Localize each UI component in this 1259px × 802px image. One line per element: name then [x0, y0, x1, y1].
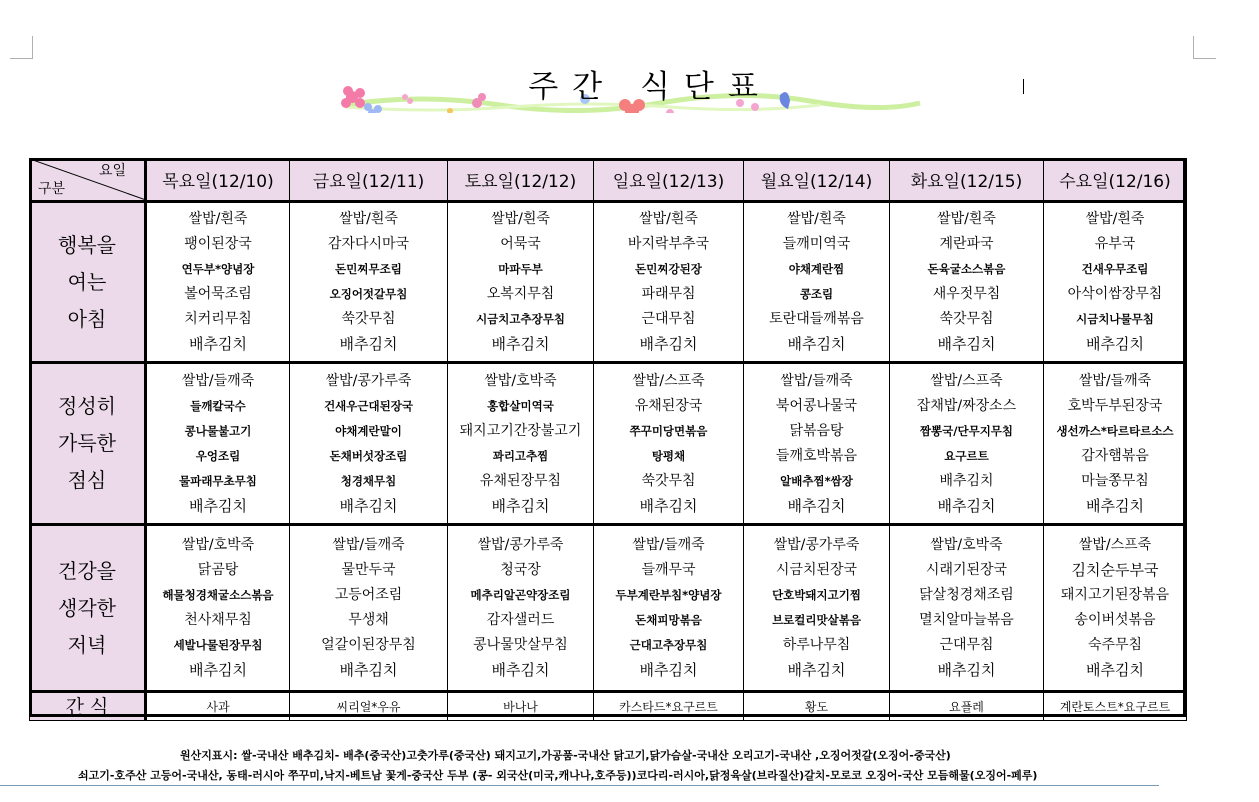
- menu-item: 콩나물맛살무침: [473, 637, 568, 653]
- menu-item: 탕평채: [651, 448, 686, 463]
- menu-item: 쌀밥/들깨죽: [632, 537, 705, 553]
- menu-cell: [146, 525, 290, 692]
- menu-item: 바지락부추국: [627, 236, 710, 252]
- menu-item: 쌀밥/스프죽: [930, 372, 1003, 389]
- menu-item: 송이버섯볶음: [1074, 612, 1156, 628]
- menu-item: 근대무침: [939, 637, 994, 653]
- menu-item: 두부계란부침*양념장: [615, 588, 722, 602]
- menu-item: 유부국: [1094, 236, 1136, 252]
- menu-item: 쌀밥/들깨죽: [1078, 372, 1152, 389]
- menu-item: 쌀밥/흰죽: [339, 211, 398, 227]
- meal-label-line: 가득한: [58, 431, 116, 455]
- menu-item: 배추김치: [787, 661, 846, 679]
- day-header: 목요일(12/10): [146, 159, 290, 202]
- menu-item: 쌀밥/흰죽: [188, 211, 248, 227]
- menu-cell: [448, 202, 594, 363]
- menu-item: 쭈꾸미당면볶음: [629, 423, 708, 438]
- title-area: [330, 55, 970, 115]
- menu-item: 쌀밥/호박죽: [181, 537, 255, 553]
- menu-cell: [448, 363, 594, 525]
- menu-item: 시금치된장국: [775, 562, 858, 578]
- menu-item: 근대무침: [641, 311, 696, 327]
- menu-cell: [594, 202, 744, 363]
- menu-item: 닭곰탕: [197, 562, 239, 578]
- menu-item: 김치순두부국: [1071, 561, 1159, 579]
- menu-item: 치커리무침: [184, 311, 252, 327]
- menu-item: 볼어묵조림: [184, 286, 252, 302]
- menu-item: 배추김치: [937, 661, 996, 679]
- menu-item: 유채된장국: [634, 397, 703, 414]
- menu-item: 호박두부된장국: [1067, 397, 1163, 414]
- menu-item: 배추김치: [937, 335, 996, 353]
- menu-item: 쑥갓무침: [341, 311, 396, 327]
- day-header: 월요일(12/14): [744, 159, 890, 202]
- menu-item: 배추김치: [787, 496, 846, 515]
- day-axis-label: 요일: [98, 163, 126, 179]
- menu-item: 쌀밥/호박죽: [930, 537, 1003, 553]
- menu-item: 닭볶음탕: [789, 422, 844, 439]
- menu-item: 근대고추장무침: [629, 638, 708, 652]
- meal-label-lunch: [30, 363, 146, 525]
- menu-item: 쑥갓무침: [641, 472, 696, 489]
- weekly-menu-table: [29, 158, 1187, 721]
- menu-item: 쌀밥/콩가루죽: [477, 537, 564, 553]
- menu-item: 배추김치: [939, 472, 994, 489]
- menu-item: 쌀밥/흰죽: [937, 211, 996, 227]
- menu-item: 유채된장무침: [479, 472, 562, 489]
- meal-label-line: 저녁: [67, 632, 107, 657]
- meal-label-line: 행복을: [58, 232, 116, 257]
- menu-cell: [1044, 202, 1187, 363]
- menu-item: 쌀밥/스프죽: [1078, 537, 1152, 553]
- menu-item: 쌀밥/콩가루죽: [325, 372, 412, 389]
- origin-notice-line-1: 원산지표시: 쌀-국내산 배추김치- 배추(중국산)고춧가루(중국산) 돼지고기,가공품-국내산 닭고기,닭가슴살-국내산 오리고기-국내산 ,오징어젓갈(오징어-중국산): [180, 749, 951, 762]
- page-title: 주간 식단표: [528, 69, 772, 105]
- menu-item: 야채계란찜: [788, 262, 845, 276]
- menu-item: 콩나물불고기: [184, 423, 252, 438]
- meal-label-line: 생각한: [58, 595, 116, 620]
- menu-item: 배추김치: [491, 335, 550, 353]
- menu-item: 배추김치: [339, 335, 398, 353]
- meal-label-snack: 간 식: [30, 692, 146, 721]
- menu-item: 배추김치: [339, 496, 398, 515]
- menu-cell: [594, 525, 744, 692]
- menu-item: 콩조림: [799, 287, 834, 301]
- menu-item: 북어콩나물국: [775, 397, 858, 414]
- page-bottom-rule: [0, 785, 1159, 786]
- menu-item: 시금치나물무침: [1076, 312, 1154, 326]
- menu-item: 배추김치: [189, 661, 247, 679]
- menu-item: 생선까스*타르타르소스: [1056, 423, 1174, 438]
- menu-item: 감자다시마국: [327, 236, 410, 252]
- origin-notice-line-2: 쇠고기-호주산 고등어-국내산, 동태-러시아 쭈꾸미,낙지-베트남 꽃게-중국산 두부 (콩- 외국산(미국,캐나나,호주등))코다리-러시아,닭정육살(브라질산)갈치-모로코 오징어-국산 모듬해물(오징어-페루): [78, 769, 1038, 782]
- category-axis-label: 구분: [38, 181, 66, 197]
- menu-item: 무생채: [348, 612, 389, 628]
- menu-item: 배추김치: [491, 496, 550, 515]
- menu-item: 닭살청경채조림: [919, 587, 1014, 603]
- day-header: 금요일(12/11): [290, 159, 448, 202]
- menu-item: 숙주무침: [1087, 637, 1143, 653]
- menu-item: 돈육굴소스볶음: [927, 262, 1006, 276]
- menu-item: 잡채밥/짜장소스: [916, 397, 1017, 414]
- menu-cell: [290, 202, 448, 363]
- menu-cell: [290, 525, 448, 692]
- menu-item: 쌀밥/흰죽: [491, 211, 550, 227]
- lunch-row: [30, 363, 1187, 525]
- menu-cell: [594, 363, 744, 525]
- menu-item: 돈채버섯장조림: [329, 448, 408, 463]
- menu-item: 배추김치: [189, 496, 247, 515]
- menu-item: 건새우근대된장국: [324, 398, 413, 413]
- menu-item: 브로컬리맛살볶음: [772, 613, 861, 627]
- menu-item: 오복지무침: [486, 286, 555, 302]
- menu-item: 쌀밥/콩가루죽: [773, 537, 860, 553]
- snack-cell: 황도: [744, 692, 890, 721]
- menu-item: 쌀밥/호박죽: [484, 372, 557, 389]
- menu-item: 멸치알마늘볶음: [919, 612, 1014, 628]
- menu-item: 천사채무침: [184, 612, 252, 628]
- day-header: 일요일(12/13): [594, 159, 744, 202]
- menu-item: 배추김치: [491, 661, 550, 679]
- menu-item: 청국장: [500, 562, 541, 578]
- menu-item: 물파래무초무침: [179, 473, 257, 488]
- snack-cell: 사과: [146, 692, 290, 721]
- menu-cell: [744, 525, 890, 692]
- menu-item: 아삭이쌈장무침: [1067, 286, 1163, 302]
- snack-cell: 카스타드*요구르트: [594, 692, 744, 721]
- menu-cell: [1044, 525, 1187, 692]
- menu-item: 메추리알곤약장조림: [470, 588, 571, 602]
- menu-item: 배추김치: [639, 661, 698, 679]
- menu-item: 돈채피망볶음: [635, 613, 702, 627]
- menu-item: 하루나무침: [782, 637, 851, 653]
- menu-item: 야채계란말이: [335, 423, 402, 438]
- menu-item: 배추김치: [1086, 496, 1144, 515]
- menu-cell: [890, 363, 1044, 525]
- menu-item: 단호박돼지고기찜: [772, 588, 861, 602]
- menu-item: 마파두부: [498, 262, 543, 276]
- menu-cell: [744, 202, 890, 363]
- page-corner-mark-right: [1193, 36, 1216, 59]
- menu-item: 돈민찌강된장: [635, 262, 702, 276]
- snack-cell: 바나나: [448, 692, 594, 721]
- menu-item: 요구르트: [944, 448, 989, 463]
- menu-item: 시래기된장국: [925, 562, 1008, 578]
- menu-item: 얼갈이된장무침: [321, 637, 416, 653]
- menu-item: 세발나물된장무침: [173, 638, 263, 652]
- menu-item: 쑥갓무침: [939, 311, 994, 327]
- menu-item: 오징어젓갈무침: [329, 287, 408, 301]
- menu-item: 시금치고추장무침: [476, 312, 565, 326]
- meal-label-line: 여는: [67, 269, 107, 294]
- menu-item: 해물청경채굴소스볶음: [162, 588, 274, 602]
- menu-item: 들깨호박볶음: [775, 447, 858, 464]
- menu-item: 어묵국: [500, 236, 541, 252]
- menu-item: 감자샐러드: [486, 612, 555, 628]
- menu-item: 알배추찜*쌈장: [780, 473, 853, 488]
- dinner-row: [30, 525, 1187, 692]
- menu-item: 들깨미역국: [782, 236, 851, 252]
- menu-item: 배추김치: [189, 335, 247, 353]
- menu-item: 쌀밥/흰죽: [787, 211, 846, 227]
- menu-item: 건새우무조림: [1081, 262, 1149, 276]
- menu-item: 배추김치: [787, 335, 846, 353]
- menu-item: 배추김치: [1086, 335, 1144, 353]
- menu-item: 배추김치: [339, 661, 398, 679]
- snack-cell: 요플레: [890, 692, 1044, 721]
- day-header: 수요일(12/16): [1044, 159, 1187, 202]
- corner-header-cell: [30, 159, 146, 202]
- menu-item: 감자햄볶음: [1081, 447, 1149, 464]
- meal-label-line: 아침: [67, 306, 107, 331]
- snack-row: [30, 692, 1187, 721]
- menu-cell: [744, 363, 890, 525]
- menu-item: 들깨무국: [641, 562, 696, 578]
- meal-label-dinner: [30, 525, 146, 692]
- text-cursor: [1023, 79, 1024, 94]
- menu-item: 꽈리고추찜: [492, 448, 549, 463]
- menu-item: 연두부*양념장: [181, 262, 255, 276]
- menu-cell: [890, 525, 1044, 692]
- menu-item: 파래무침: [641, 286, 696, 302]
- menu-item: 돼지고기된장볶음: [1060, 587, 1170, 603]
- snack-cell: 씨리얼*우유: [290, 692, 448, 721]
- meal-label-line: 건강을: [58, 558, 116, 583]
- meal-label-breakfast: [30, 202, 146, 363]
- page-corner-mark-left: [10, 36, 33, 59]
- menu-cell: [146, 202, 290, 363]
- menu-item: 돈민찌무조림: [335, 262, 402, 276]
- meal-label-line: 점심: [67, 468, 107, 492]
- menu-item: 계란파국: [939, 236, 994, 252]
- menu-item: 배추김치: [937, 496, 996, 515]
- menu-cell: [890, 202, 1044, 363]
- menu-cell: [290, 363, 448, 525]
- menu-item: 마늘쫑무침: [1081, 472, 1149, 489]
- menu-item: 들깨칼국수: [190, 398, 246, 413]
- menu-item: 배추김치: [1086, 661, 1144, 679]
- menu-item: 새우젓무침: [932, 286, 1001, 302]
- menu-item: 돼지고기간장불고기: [459, 422, 582, 439]
- menu-item: 배추김치: [639, 496, 698, 515]
- menu-cell: [448, 525, 594, 692]
- menu-item: 팽이된장국: [184, 236, 252, 252]
- menu-item: 쌀밥/들깨죽: [780, 372, 853, 389]
- menu-item: 쌀밥/흰죽: [1085, 211, 1145, 227]
- menu-item: 쌀밥/들깨죽: [332, 537, 405, 553]
- menu-item: 우엉조림: [195, 448, 241, 463]
- menu-cell: [146, 363, 290, 525]
- menu-item: 물만두국: [341, 562, 396, 578]
- menu-item: 쌀밥/들깨죽: [181, 372, 255, 389]
- day-header: 화요일(12/15): [890, 159, 1044, 202]
- menu-item: 홍합살미역국: [487, 398, 554, 413]
- snack-cell: 계란토스트*요구르트: [1044, 692, 1187, 721]
- menu-item: 쌀밥/스프죽: [632, 372, 705, 389]
- menu-item: 배추김치: [639, 335, 698, 353]
- header-row: [30, 159, 1187, 202]
- menu-item: 고등어조림: [334, 587, 403, 603]
- menu-cell: [1044, 363, 1187, 525]
- menu-item: 짬뽕국/단무지무침: [919, 423, 1014, 438]
- day-header: 토요일(12/12): [448, 159, 594, 202]
- breakfast-row: [30, 202, 1187, 363]
- meal-label-line: 정성히: [58, 394, 116, 418]
- menu-item: 토란대들깨볶음: [769, 311, 864, 327]
- menu-item: 청경채무침: [340, 473, 397, 488]
- menu-item: 쌀밥/흰죽: [639, 211, 698, 227]
